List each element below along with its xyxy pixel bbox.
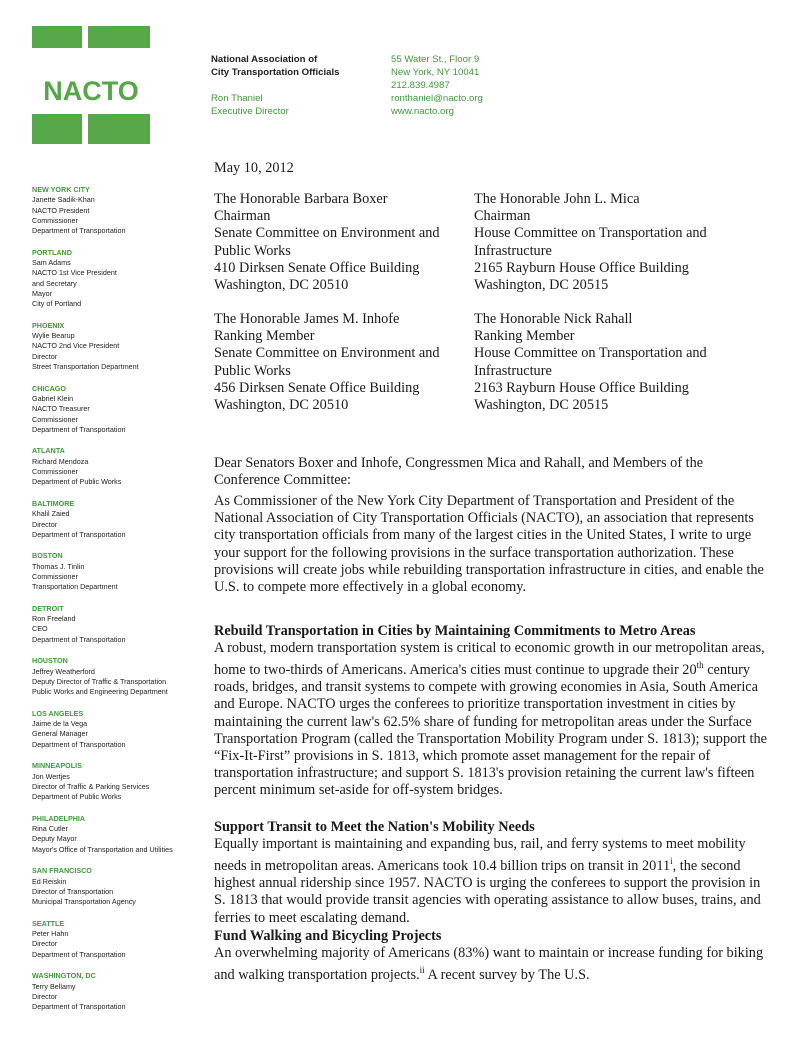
recipient-line: Ranking Member — [474, 328, 575, 345]
officer-line: Ed Reiskin — [32, 876, 67, 886]
officer-line: Mayor — [32, 288, 52, 298]
recipient-line: Senate Committee on Environment and — [214, 225, 440, 242]
recipient-line: Washington, DC 20510 — [214, 277, 349, 294]
officer-line: NACTO President — [32, 205, 90, 215]
officer-line: Commissioner — [32, 414, 78, 424]
officer-entry — [32, 866, 202, 907]
email-link[interactable]: ronthaniel@nacto.org — [391, 93, 483, 104]
recipient-line: House Committee on Transportation and — [474, 345, 707, 362]
recipient-line: Washington, DC 20510 — [214, 397, 349, 414]
recipient-address — [474, 311, 724, 414]
city-name: BOSTON — [32, 551, 63, 561]
officer-entry — [32, 604, 202, 645]
logo-square — [88, 26, 150, 48]
officer-line: Deputy Mayor — [32, 834, 77, 844]
city-name: PHOENIX — [32, 320, 65, 330]
officer-line: Department of Transportation — [32, 634, 126, 644]
recipient-line: Public Works — [214, 242, 291, 259]
section-paragraph: Equally important is maintaining and expanding bus, rail, and ferry systems to meet mobility needs in metropolitan areas. Americans took 10.4 billion trips on transit in 2011$^i$, the second highest annual ridership since 1957. NACTO is urging the conferees to support the provision in S. 1813 that would provide transit agencies with operating assistance to allow buses, trains, and ferries to meet escalating demand. — [214, 836, 761, 926]
officer-line: Director — [32, 991, 58, 1001]
officer-line: NACTO 1st Vice President — [32, 268, 117, 278]
city-name: SEATTLE — [32, 918, 65, 928]
officer-line: Gabriel Klein — [32, 393, 74, 403]
recipient-line: Washington, DC 20515 — [474, 397, 609, 414]
officer-line: Peter Hahn — [32, 929, 69, 939]
city-name: CHICAGO — [32, 383, 66, 393]
officer-line: Commissioner — [32, 467, 78, 477]
officer-line: Jeffrey Weatherford — [32, 666, 95, 676]
recipient-address — [474, 191, 724, 294]
nacto-logo — [32, 26, 150, 144]
officer-entry — [32, 551, 202, 592]
officer-line: Janette Sadik-Khan — [32, 195, 95, 205]
officer-line: Street Transportation Department — [32, 362, 139, 372]
city-name: PORTLAND — [32, 247, 72, 257]
org-line2: City Transportation Officials — [211, 67, 340, 78]
salutation: Dear Senators Boxer and Inhofe, Congressmen Mica and Rahall, and Members of the Conference Committee: — [214, 455, 704, 489]
officer-entry — [32, 919, 202, 960]
officer-entry — [32, 321, 202, 372]
city-name: BALTIMORE — [32, 498, 75, 508]
logo-square — [32, 114, 82, 144]
officer-line: Commissioner — [32, 215, 78, 225]
officer-entry — [32, 814, 202, 855]
logo-square — [32, 26, 82, 48]
section-paragraph: A robust, modern transportation system is critical to economic growth in our metropolitan areas, home to two-thirds of Americans. America's cities must continue to upgrade their 20th century roads, bridges, and transit systems to compete with growing economies in Asia, South America and Europe. NACTO urges the conferees to prioritize transportation investment in cities by maintaining the current law's 62.5% share of funding for metropolitan areas under the Surface Transportation Program (called the Transportation Mobility Program under S. 1813); support the “Fix-It-First” provisions in S. 1813, which promote asset management for the repair of transportation infrastructure; and support S. 1813's provision retaining the current law's fifteen percent minimum set-aside for off-system bridges. — [214, 640, 768, 799]
officer-line: Thomas J. Tinlin — [32, 561, 85, 571]
city-name: ATLANTA — [32, 446, 65, 456]
letterhead-address — [391, 53, 483, 118]
recipient-line: Chairman — [214, 208, 271, 225]
recipient-address — [214, 311, 464, 414]
officer-entry — [32, 384, 202, 435]
exec-title: Executive Director — [211, 106, 289, 117]
city-name: NEW YORK CITY — [32, 185, 90, 194]
officer-line: Director — [32, 519, 58, 529]
officer-line: Department of Public Works — [32, 477, 122, 487]
intro-paragraph: As Commissioner of the New York City Department of Transportation and President of the National Association of City Transportation Officials (NACTO), an association that represents city transportation officials from many of the largest cities in the United States, I write to urge your support for the following provisions in the surface transportation authorization. These provisions will create jobs while rebuilding transportation infrastructure in cities, and enable the U.S. to compete more effectively in a global economy. — [214, 493, 764, 596]
officer-line: NACTO 2nd Vice President — [32, 341, 120, 351]
recipient-line: Ranking Member — [214, 328, 315, 345]
officer-line: Commissioner — [32, 571, 78, 581]
officer-line: Department of Transportation — [32, 1002, 126, 1012]
officer-line: Department of Transportation — [32, 739, 126, 749]
officer-line: Ron Freeland — [32, 614, 76, 624]
officer-line: Sam Adams — [32, 258, 71, 268]
officer-line: Jaime de la Vega — [32, 719, 88, 729]
letterhead-org — [211, 53, 339, 118]
officer-line: Director — [32, 351, 58, 361]
city-name: DETROIT — [32, 603, 64, 613]
officer-line: Khalil Zaied — [32, 509, 70, 519]
recipient-line: 456 Dirksen Senate Office Building — [214, 379, 420, 396]
officers-sidebar — [32, 185, 202, 1024]
org-line1: National Association of — [211, 54, 318, 65]
address-line1: 55 Water St., Floor 9 — [391, 54, 480, 65]
officer-line: City of Portland — [32, 299, 82, 309]
recipient-line: Public Works — [214, 362, 291, 379]
officer-line: Transportation Department — [32, 582, 118, 592]
recipient-address — [214, 191, 464, 294]
officer-entry — [32, 185, 202, 236]
letter-date: May 10, 2012 — [214, 160, 294, 176]
exec-name: Ron Thaniel — [211, 93, 263, 104]
recipient-line: Infrastructure — [474, 242, 552, 259]
officer-line: General Manager — [32, 729, 88, 739]
officer-entry — [32, 499, 202, 540]
recipient-line: House Committee on Transportation and — [474, 225, 707, 242]
phone: 212.839.4987 — [391, 80, 450, 91]
officer-entry — [32, 446, 202, 487]
city-name: LOS ANGELES — [32, 708, 84, 718]
recipient-line: 2165 Rayburn House Office Building — [474, 259, 689, 276]
recipient-line: 2163 Rayburn House Office Building — [474, 379, 689, 396]
officer-line: Jon Wertjes — [32, 771, 70, 781]
recipient-line: 410 Dirksen Senate Office Building — [214, 259, 420, 276]
section-paragraph: An overwhelming majority of Americans (83%) want to maintain or increase funding for biking and walking transportation projects.$^{ii}$ A recent survey by The U.S. — [214, 945, 764, 983]
recipient-line: Washington, DC 20515 — [474, 277, 609, 294]
officer-line: Director of Transportation — [32, 886, 114, 896]
address-line2: New York, NY 10041 — [391, 67, 480, 78]
officer-line: Director of Traffic & Parking Services — [32, 781, 150, 791]
officer-line: Municipal Transportation Agency — [32, 897, 136, 907]
officer-line: Rina Cutler — [32, 824, 68, 834]
officer-line: NACTO Treasurer — [32, 404, 90, 414]
officer-line: Department of Transportation — [32, 529, 126, 539]
recipient-line: Senate Committee on Environment and — [214, 345, 440, 362]
section-heading: Fund Walking and Bicycling Projects — [214, 928, 442, 944]
officer-line: CEO — [32, 624, 48, 634]
recipient-line: Infrastructure — [474, 362, 552, 379]
section-heading: Support Transit to Meet the Nation's Mobility Needs — [214, 819, 535, 835]
officer-line: Department of Transportation — [32, 226, 126, 236]
city-name: HOUSTON — [32, 656, 68, 666]
officer-entry — [32, 971, 202, 1012]
city-name: WASHINGTON, DC — [32, 971, 96, 981]
logo-wordmark: NACTO — [43, 76, 139, 106]
officer-entry — [32, 656, 202, 697]
officer-line: Department of Transportation — [32, 424, 126, 434]
officer-line: Director — [32, 939, 58, 949]
city-name: MINNEAPOLIS — [32, 761, 82, 771]
recipient-line: The Honorable James M. Inhofe — [214, 311, 400, 327]
officer-line: Mayor's Office of Transportation and Utilities — [32, 844, 173, 854]
recipient-line: The Honorable Barbara Boxer — [214, 191, 388, 207]
officer-line: Wylie Bearup — [32, 331, 75, 341]
section-heading: Rebuild Transportation in Cities by Maintaining Commitments to Metro Areas — [214, 623, 696, 639]
officer-line: Deputy Director of Traffic & Transportation — [32, 676, 167, 686]
officer-entry — [32, 709, 202, 750]
officer-line: Richard Mendoza — [32, 456, 89, 466]
city-name: PHILADELPHIA — [32, 813, 86, 823]
website-link[interactable]: www.nacto.org — [391, 106, 454, 117]
recipient-line: Chairman — [474, 208, 531, 225]
officer-line: Department of Transportation — [32, 949, 126, 959]
city-name: SAN FRANCISCO — [32, 866, 92, 876]
officer-line: Department of Public Works — [32, 792, 122, 802]
officer-line: and Secretary — [32, 278, 77, 288]
recipient-line: The Honorable John L. Mica — [474, 191, 640, 207]
officer-line: Public Works and Engineering Department — [32, 687, 168, 697]
logo-square — [88, 114, 150, 144]
officer-entry — [32, 248, 202, 310]
officer-line: Terry Bellamy — [32, 981, 76, 991]
officer-entry — [32, 761, 202, 802]
recipient-line: The Honorable Nick Rahall — [474, 311, 633, 327]
